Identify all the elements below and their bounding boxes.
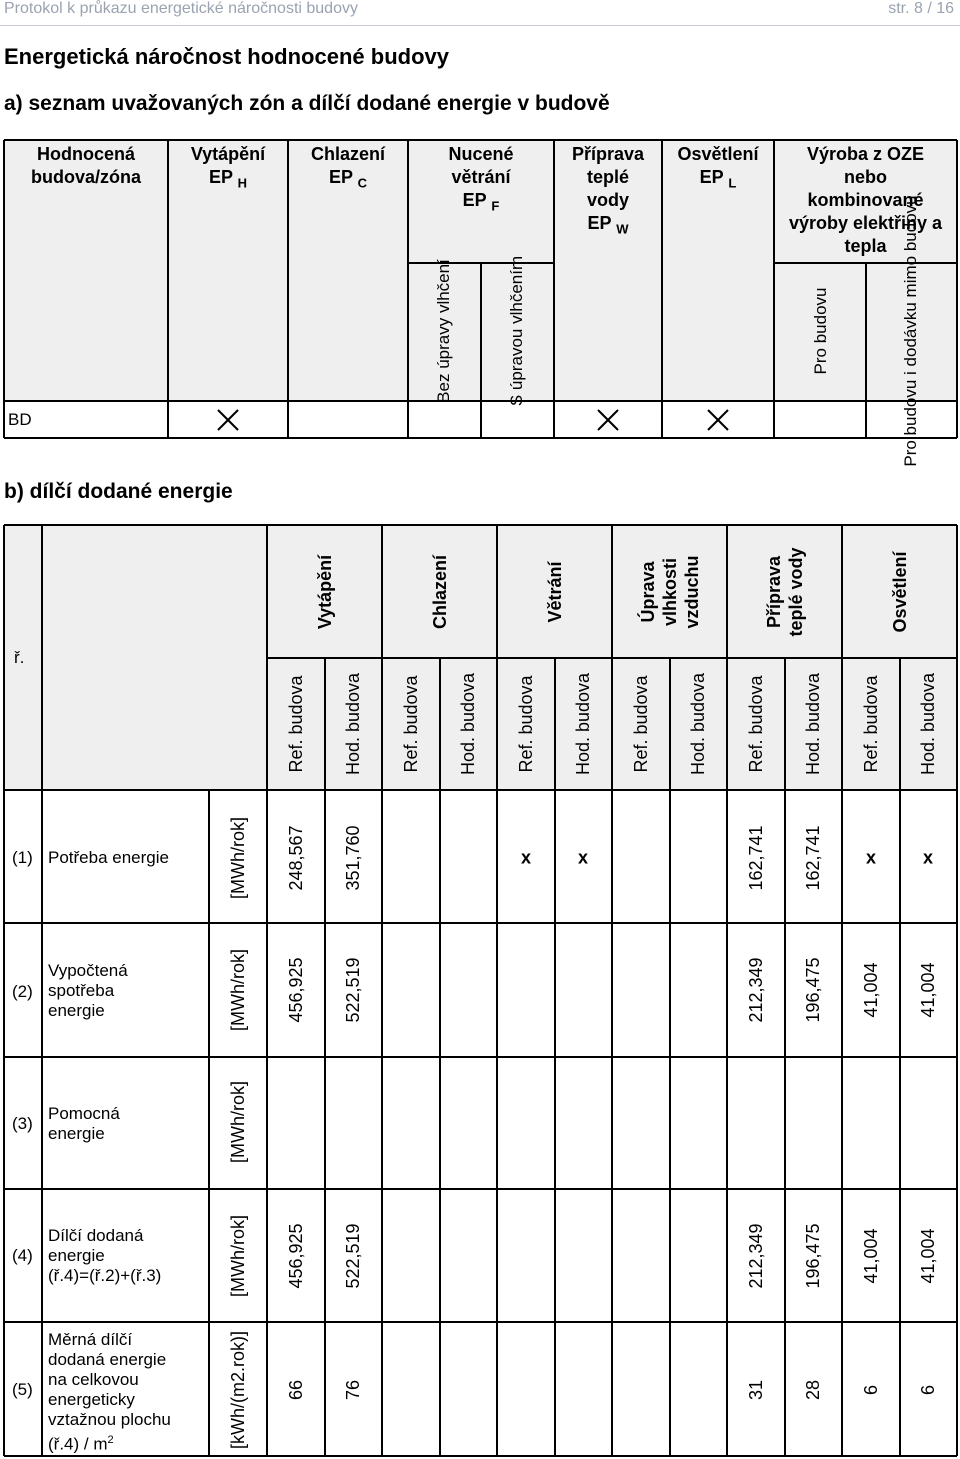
row-1-unit: [MWh/rok] [228, 816, 248, 900]
row-5-unit: [kWh/(m2.rok)] [228, 1330, 248, 1450]
col-dhw-label-1: Příprava [571, 144, 645, 164]
sub-heating-ref: Ref. budova [286, 675, 306, 773]
row-5-lighting-ref: 6 [861, 1384, 881, 1396]
col-ventilation [408, 143, 554, 218]
row-1-lighting-hod: x [922, 847, 934, 868]
group-humidity-line-3: vzduchu [682, 555, 702, 629]
document-title: Protokol k průkazu energetické náročnosti budovy [4, 0, 358, 17]
row-5-label-line-1: Měrná dílčí [48, 1330, 133, 1349]
row-5-heating-hod: 76 [343, 1379, 363, 1401]
sub-humidity-ref: Ref. budova [631, 675, 651, 773]
sub-dhw-ref: Ref. budova [746, 675, 766, 773]
row-4-heating-hod: 522,519 [343, 1223, 363, 1289]
row-1-dhw-hod: 162,741 [803, 825, 823, 891]
col-vent-with-humidification: S úpravou vlhčením [507, 255, 526, 407]
row-4-label-line-1: Dílčí dodaná [48, 1226, 144, 1245]
row-2-label-line-3: energie [48, 1001, 105, 1020]
row-4-dhw-hod: 196,475 [803, 1223, 823, 1289]
row-3-label-line-2: energie [48, 1124, 105, 1143]
row-1-ventilation-hod: x [577, 847, 589, 868]
section-a-heading: a) seznam uvažovaných zón a dílčí dodané energie v budově [4, 92, 610, 115]
col-dhw-label-3: vody [586, 190, 629, 210]
heating-check-cross-icon [217, 409, 239, 431]
col-dhw-label-2: teplé [586, 167, 629, 187]
header-rule [0, 25, 960, 26]
group-heating: Vytápění [315, 554, 335, 630]
col-dhw [554, 143, 662, 241]
row-2-lighting-hod: 41,004 [918, 962, 938, 1018]
sub-dhw-hod: Hod. budova [803, 672, 823, 776]
row-4-number: (4) [12, 1246, 33, 1265]
row-3-unit: [MWh/rok] [228, 1080, 248, 1164]
group-cooling: Chlazení [430, 554, 450, 630]
sub-lighting-hod: Hod. budova [918, 672, 938, 776]
group-humidity [637, 555, 703, 628]
row-4-label-line-2: energie [48, 1246, 105, 1265]
row-2-heating-hod: 522,519 [343, 957, 363, 1023]
col-ventilation-label: Nucené větrání [448, 144, 514, 187]
col-lighting-symbol: EP $_L$ [699, 167, 737, 191]
sub-heating-hod: Hod. budova [343, 672, 363, 776]
row-1-lighting-ref: x [865, 847, 877, 868]
row-5-dhw-hod: 28 [803, 1379, 823, 1401]
row-4-label [48, 1226, 161, 1286]
sub-ventilation-ref: Ref. budova [516, 675, 536, 773]
col-heating-label: Vytápění [190, 144, 266, 164]
row-5-label-line-4: energeticky [48, 1390, 135, 1409]
col-renewables-building: Pro budovu [811, 287, 830, 375]
lighting-check-cross-icon [707, 409, 729, 431]
row-5-number: (5) [12, 1380, 33, 1399]
row-1-ventilation-ref: x [520, 847, 532, 868]
row-1-heating-hod: 351,760 [343, 825, 363, 891]
sub-cooling-hod: Hod. budova [458, 672, 478, 776]
sub-lighting-ref: Ref. budova [861, 675, 881, 773]
col-zone-label: Hodnocená budova/zóna [30, 144, 141, 187]
row-5-label-line-2: dodaná energie [48, 1350, 167, 1369]
row-5-label [48, 1330, 171, 1455]
row-2-label-line-2: spotřeba [48, 981, 115, 1000]
col-ventilation-symbol: EP $_F$ [462, 190, 500, 214]
row-1-dhw-ref: 162,741 [746, 825, 766, 891]
col-renewables-export: Pro budovu i dodávku mimo budovu [901, 195, 920, 467]
row-5-heating-ref: 66 [286, 1379, 306, 1401]
section-b-heading: b) dílčí dodané energie [4, 480, 233, 503]
row-1-heating-ref: 248,567 [286, 825, 306, 891]
row-4-dhw-ref: 212,349 [746, 1223, 766, 1289]
row-5-dhw-ref: 31 [746, 1379, 766, 1401]
dhw-check-cross-icon [597, 409, 619, 431]
col-renewables-label: Výroba z OZE nebo kombinované výroby elektřiny a tepla [788, 144, 943, 256]
group-dhw-line-1: Příprava [764, 555, 784, 629]
group-ventilation: Větrání [545, 561, 565, 623]
col-heating [168, 143, 288, 195]
col-lighting [662, 143, 774, 195]
sub-humidity-hod: Hod. budova [688, 672, 708, 776]
col-cooling [288, 143, 408, 195]
row-2-label [48, 961, 128, 1021]
row-2-heating-ref: 456,925 [286, 957, 306, 1023]
group-dhw-line-2: teplé vody [786, 547, 806, 637]
row-3-label [48, 1104, 120, 1144]
row-5-lighting-hod: 6 [918, 1384, 938, 1396]
row-2-dhw-hod: 196,475 [803, 957, 823, 1023]
row-5-label-line-5: vztažnou plochu [48, 1410, 171, 1429]
row-4-label-line-3: (ř.4)=(ř.2)+(ř.3) [48, 1266, 162, 1285]
row-2-label-line-1: Vypočtená [48, 961, 128, 980]
zone-row-label: BD [8, 410, 32, 429]
col-vent-without-humidification: Bez úpravy vlhčení [434, 259, 453, 403]
row-4-lighting-hod: 41,004 [918, 1228, 938, 1284]
row-4-heating-ref: 456,925 [286, 1223, 306, 1289]
row-5-label-line-6: (ř.4) / $m^2$ [48, 1434, 114, 1454]
row-1-number: (1) [12, 848, 33, 867]
group-humidity-line-2: vlhkosti [660, 557, 680, 627]
row-1-label: Potřeba energie [48, 848, 169, 867]
row-number-column-label: ř. [14, 648, 25, 667]
col-cooling-symbol: EP $_C$ [328, 167, 368, 191]
row-2-number: (2) [12, 982, 33, 1001]
page-title: Energetická náročnost hodnocené budovy [4, 44, 449, 69]
row-2-lighting-ref: 41,004 [861, 962, 881, 1018]
col-heating-symbol: EP $_H$ [208, 167, 248, 191]
row-3-number: (3) [12, 1114, 33, 1133]
row-4-lighting-ref: 41,004 [861, 1228, 881, 1284]
row-3-label-line-1: Pomocná [48, 1104, 120, 1123]
page-number: str. 8 / 16 [888, 0, 954, 17]
group-dhw [763, 547, 807, 636]
group-humidity-line-1: Úprava [638, 561, 658, 623]
col-dhw-symbol: EP $_W$ [587, 213, 629, 237]
group-lighting: Osvětlení [890, 551, 910, 633]
sub-cooling-ref: Ref. budova [401, 675, 421, 773]
row-5-label-line-3: na celkovou [48, 1370, 139, 1389]
row-4-unit: [MWh/rok] [228, 1214, 248, 1298]
sub-ventilation-hod: Hod. budova [573, 672, 593, 776]
col-cooling-label: Chlazení [310, 144, 385, 164]
row-2-dhw-ref: 212,349 [746, 957, 766, 1023]
row-2-unit: [MWh/rok] [228, 948, 248, 1032]
col-lighting-label: Osvětlení [677, 144, 759, 164]
